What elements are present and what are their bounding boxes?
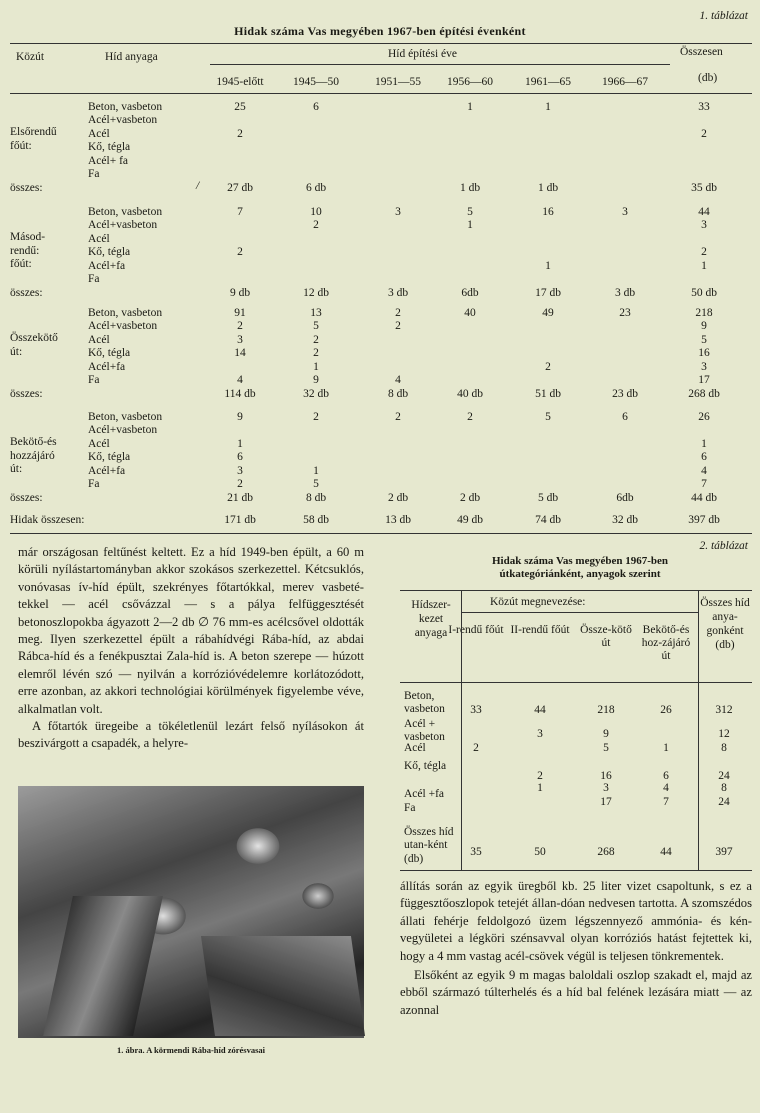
section-sum-cell: 50 db	[691, 286, 717, 299]
table-cell: 1	[701, 259, 707, 272]
category-label: rendű:	[10, 244, 40, 257]
table-cell: 4	[237, 374, 243, 386]
table-cell: 1	[313, 464, 319, 477]
table-cell: 17	[698, 374, 710, 386]
category-label: út:	[10, 463, 23, 476]
table-cell: 2	[701, 246, 707, 259]
section-sum-cell: 40 db	[457, 387, 483, 400]
table-cell: 2	[237, 246, 243, 259]
grand-total-cell: 58 db	[303, 514, 329, 526]
table2-cell: 9	[603, 728, 609, 740]
table1-col-anyag: Híd anyaga	[105, 51, 158, 63]
section-sum-cell: 51 db	[535, 387, 561, 400]
table2-cell: 16	[600, 770, 612, 782]
table2-cell: 8	[721, 742, 727, 754]
table-cell: 3	[622, 206, 628, 218]
table-cell: 91	[234, 307, 246, 319]
material-label: Fa	[88, 273, 100, 285]
table2-cell: 2	[473, 742, 479, 754]
material-label: Acél+fa	[88, 259, 126, 272]
grand-total-cell: 171 db	[224, 514, 256, 526]
section-sum-cell: 3 db	[614, 286, 636, 299]
right-paragraph-2: Elsőként az egyik 9 m magas baloldali oszlop szakadt el, majd az ebből származó túlterhelés és a híd bal felének lezására miatt — az azonnal	[400, 968, 752, 1017]
table-cell: 33	[698, 101, 710, 113]
section-sum-cell: 2 db	[387, 491, 409, 504]
table2-cell: 8	[721, 782, 727, 794]
section-sum-cell: 1 db	[537, 181, 559, 194]
material-label: Kő, tégla	[88, 141, 131, 154]
category-label: hozzájáró	[10, 449, 55, 462]
table2-row-label: Kő, tégla	[404, 760, 447, 772]
table-cell: 6	[313, 101, 319, 113]
figure-caption: 1. ábra. A körmendi Rába-híd zórésvasai	[116, 1045, 266, 1055]
table-cell: 2	[237, 478, 243, 490]
table-cell: 2	[395, 307, 401, 319]
table2-group-rule	[462, 612, 698, 613]
material-label: Fa	[88, 374, 100, 386]
right-column-text	[400, 878, 752, 1019]
material-label: Acél+ fa	[88, 154, 129, 167]
section-sum-label: összes:	[10, 387, 43, 400]
table-cell: 3	[701, 360, 707, 373]
table2-cell: 12	[718, 728, 730, 740]
table2-row-label: Acél + vasbeton	[404, 718, 445, 744]
table2-cell: 5	[603, 742, 609, 754]
grand-total-cell: 13 db	[385, 514, 411, 526]
table-cell: 25	[234, 101, 246, 113]
table2-col-header: II-rendű főút	[510, 624, 570, 636]
category-label: Bekötő-és	[10, 436, 57, 449]
bridge-photo	[18, 786, 364, 1038]
table-cell: 5	[313, 320, 319, 333]
table1-year-header: 1951—55	[375, 76, 421, 88]
table-cell: 2	[701, 127, 707, 140]
table-cell: 40	[464, 307, 476, 319]
category-label: Elsőrendű	[10, 126, 57, 139]
material-label: Acél	[88, 437, 110, 450]
table1-year-header: 1956—60	[447, 76, 493, 88]
table2-row-label: Acél	[404, 742, 426, 754]
table2-col-total: Összes híd anya-gonként (db)	[700, 597, 750, 651]
table1-label: 1. táblázat	[699, 10, 748, 22]
material-label: Acél+vasbeton	[88, 320, 158, 333]
table-cell: 5	[467, 206, 473, 218]
table1-bottom-rule	[10, 533, 752, 534]
table1-col-total: Összesen	[680, 46, 723, 58]
table-cell: 2	[237, 320, 243, 333]
material-label: Acél+vasbeton	[88, 114, 158, 127]
table-cell: 13	[310, 307, 322, 319]
table-cell: 5	[313, 478, 319, 490]
table2-total-cell: 44	[660, 846, 672, 858]
table-cell: 1	[701, 437, 707, 450]
table-cell: 44	[698, 206, 710, 218]
table-cell: 14	[234, 347, 246, 360]
table2-total-cell: 35	[470, 846, 482, 858]
grand-total-cell: 397 db	[688, 514, 720, 526]
table-cell: 9	[237, 411, 243, 423]
section-sum-cell: 6db	[461, 286, 479, 299]
table2-top-rule	[400, 590, 752, 591]
table-cell: 2	[313, 347, 319, 360]
material-label: Acél	[88, 232, 110, 245]
grand-total-cell: 49 db	[457, 514, 483, 526]
material-label: Beton, vasbeton	[88, 307, 163, 319]
table2-cell: 33	[470, 704, 482, 716]
table-cell: 2	[545, 360, 551, 373]
grand-total-cell: 74 db	[535, 514, 561, 526]
section-sum-cell: 9 db	[229, 286, 251, 299]
stray-mark: /	[196, 179, 200, 192]
table2-total-cell: 397	[715, 846, 733, 858]
section-sum-cell: 8 db	[387, 387, 409, 400]
table1-col-group: Híd építési éve	[388, 48, 457, 60]
material-label: Fa	[88, 168, 100, 180]
section-sum-cell: 114 db	[224, 387, 256, 400]
table-cell: 9	[701, 320, 707, 333]
section-sum-cell: 6 db	[305, 181, 327, 194]
section-sum-label: összes:	[10, 286, 43, 299]
table1-year-header: 1966—67	[602, 76, 648, 88]
table-cell: 7	[701, 478, 707, 490]
table2-col-header: Össze-kötő út	[580, 624, 632, 649]
table1-col-kozut: Közút	[16, 51, 45, 63]
table2-total-cell: 268	[597, 846, 615, 858]
table-cell: 2	[313, 333, 319, 346]
section-sum-cell: 21 db	[227, 491, 253, 504]
material-label: Fa	[88, 478, 100, 490]
table2-title: Hidak száma Vas megyében 1967-ben útkategóriánként, anyagok szerint	[491, 555, 669, 580]
table-cell: 2	[313, 411, 319, 423]
table1-title: Hidak száma Vas megyében 1967-ben építési évenként	[234, 24, 526, 38]
table2-cell: 26	[660, 704, 672, 716]
section-sum-cell: 5 db	[537, 491, 559, 504]
table-cell: 16	[542, 206, 554, 218]
table2-cell: 24	[718, 770, 730, 782]
material-label: Acél	[88, 127, 110, 140]
table1-header-rule	[10, 93, 752, 94]
table2-cell: 7	[663, 796, 669, 808]
material-label: Kő, tégla	[88, 246, 131, 259]
table2-cell: 17	[600, 796, 612, 808]
table2-total-label: Összes híd utan-ként (db)	[404, 826, 454, 865]
table-cell: 23	[619, 307, 631, 319]
section-sum-cell: 8 db	[305, 491, 327, 504]
category-label: út:	[10, 345, 23, 358]
grand-total-label: Hidak összesen:	[10, 514, 85, 526]
table-cell: 1	[467, 219, 473, 232]
table-cell: 4	[701, 464, 707, 477]
table2-cell: 218	[597, 704, 615, 716]
table-cell: 7	[237, 206, 243, 218]
table-cell: 2	[467, 411, 473, 423]
table-cell: 5	[701, 333, 707, 346]
table2-cell: 3	[537, 728, 543, 740]
table2-cell: 3	[603, 782, 609, 794]
table2-cell: 6	[663, 770, 669, 782]
section-sum-cell: 32 db	[303, 387, 329, 400]
table-cell: 5	[545, 411, 551, 423]
table-cell: 2	[237, 127, 243, 140]
table-cell: 10	[310, 206, 322, 218]
table-cell: 1	[237, 437, 243, 450]
table-cell: 1	[313, 360, 319, 373]
table2-vline-1	[461, 591, 462, 871]
material-label: Beton, vasbeton	[88, 101, 163, 113]
table2-header-rule	[400, 682, 752, 683]
table1-year-header: 1945-előtt	[216, 76, 264, 88]
section-sum-label: összes:	[10, 491, 43, 504]
table-cell: 3	[701, 219, 707, 232]
section-sum-label: összes:	[10, 181, 43, 194]
section-sum-cell: 1 db	[459, 181, 481, 194]
table2-total-cell: 50	[534, 846, 546, 858]
table-cell: 6	[622, 411, 628, 423]
category-label: Másod-	[10, 231, 46, 244]
table-cell: 2	[395, 320, 401, 333]
table2-cell: 1	[663, 742, 669, 754]
table1-col-total-unit: (db)	[698, 72, 718, 84]
table2-row-label: Beton, vasbeton	[404, 690, 445, 716]
section-sum-cell: 268 db	[688, 387, 720, 400]
table-cell: 3	[237, 464, 243, 477]
table2-label: 2. táblázat	[699, 540, 748, 552]
table-cell: 3	[237, 333, 243, 346]
table-cell: 6	[237, 451, 243, 464]
material-label: Beton, vasbeton	[88, 411, 163, 423]
table-cell: 1	[467, 101, 473, 113]
table2-col-anyag: Hídszer-kezet anyaga	[411, 599, 451, 639]
table-cell: 16	[698, 347, 710, 360]
grand-total-cell: 32 db	[612, 514, 638, 526]
table-cell: 1	[545, 101, 551, 113]
table-cell: 2	[395, 411, 401, 423]
table1-group-rule	[210, 64, 670, 65]
section-sum-cell: 17 db	[535, 286, 561, 299]
material-label: Acél+vasbeton	[88, 219, 158, 232]
section-sum-cell: 27 db	[227, 181, 253, 194]
category-label: főút:	[10, 139, 32, 152]
table1-year-header: 1945—50	[293, 76, 339, 88]
material-label: Acél+vasbeton	[88, 424, 158, 437]
category-label: Összekötő	[10, 332, 58, 345]
table2-row-label: Acél +fa	[404, 788, 445, 800]
section-sum-cell: 23 db	[612, 387, 638, 400]
table-cell: 6	[701, 451, 707, 464]
table-cell: 3	[395, 206, 401, 218]
material-label: Acél	[88, 333, 110, 346]
table-cell: 1	[545, 259, 551, 272]
table2-col-header: I-rendű főút	[448, 624, 504, 636]
table2-cell: 312	[715, 704, 733, 716]
table2-col-group: Közút megnevezése:	[490, 596, 586, 608]
section-sum-cell: 2 db	[459, 491, 481, 504]
table-cell: 9	[313, 374, 319, 386]
table-cell: 26	[698, 411, 710, 423]
table2-cell: 24	[718, 796, 730, 808]
section-sum-cell: 44 db	[691, 491, 717, 504]
table2-row-label: Fa	[404, 802, 416, 814]
table2-col-header: Bekötő-és hoz-zájáró út	[641, 624, 691, 662]
table2-cell: 4	[663, 782, 669, 794]
category-label: főút:	[10, 258, 32, 271]
table-cell: 2	[313, 219, 319, 232]
material-label: Acél+fa	[88, 464, 126, 477]
table1-year-header: 1961—65	[525, 76, 571, 88]
right-paragraph-1: állítás során az egyik üregből kb. 25 liter vizet csapoltunk, s ez a függesztőoszlopok tetejét állan-dóan nedvesen tartotta. A szomszédos állati fehérje feldolgozó üzem légszennyező ammónia- és kén-vegyületei a légköri szénsavval olyan korróziós hatást fejtettek ki, hogy a 4 mm vastag acél-csövek végül is teljesen tönkrementek.	[400, 879, 752, 963]
table1-top-rule	[10, 43, 752, 44]
material-label: Acél+fa	[88, 360, 126, 373]
material-label: Kő, tégla	[88, 451, 131, 464]
table-cell: 218	[695, 307, 713, 319]
table-cell: 4	[395, 374, 401, 386]
material-label: Kő, tégla	[88, 347, 131, 360]
table2-cell: 1	[537, 782, 543, 794]
left-paragraph-1: már országosan feltűnést keltett. Ez a híd 1949-ben épült, a 60 m körüli nyílástartományban akkor szokásos szerkezettel. Kétcsuklós, vonóvasas ív-híd épült, szekrényes főtartókkal, merev vasbeté-tekkel — acél csővázzal — s a pálya felfüggesztését betonoszlopokba ágyazott 2—2 db ∅ 76 mm-es acélcsővel oldották meg. Ilyen szerkezettel épült a rábahídvégi Rába-híd, az abdai Rábca-híd és a fenékpusztai Zala-híd is. A beton szerepe — húzott elemről lévén szó — nyilván a korrózióvédelemre korlátozódott, erre azonban, az akkori technológiai körülmények figyelembe véve, alkalmatlan volt.	[18, 545, 364, 716]
table2-bottom-rule	[400, 870, 752, 871]
section-sum-cell: 3 db	[387, 286, 409, 299]
material-label: Beton, vasbeton	[88, 206, 163, 218]
section-sum-cell: 12 db	[303, 286, 329, 299]
table2-cell: 44	[534, 704, 546, 716]
left-paragraph-2: A főtartók üregeibe a tökéletlenül lezárt felső nyílásokon át beszivárgott a csapadék, a helyre-	[18, 719, 364, 751]
section-sum-cell: 35 db	[691, 181, 717, 194]
left-column-text	[18, 544, 364, 753]
table2-cell: 2	[537, 770, 543, 782]
table-cell: 49	[542, 307, 554, 319]
section-sum-cell: 6db	[616, 491, 634, 504]
